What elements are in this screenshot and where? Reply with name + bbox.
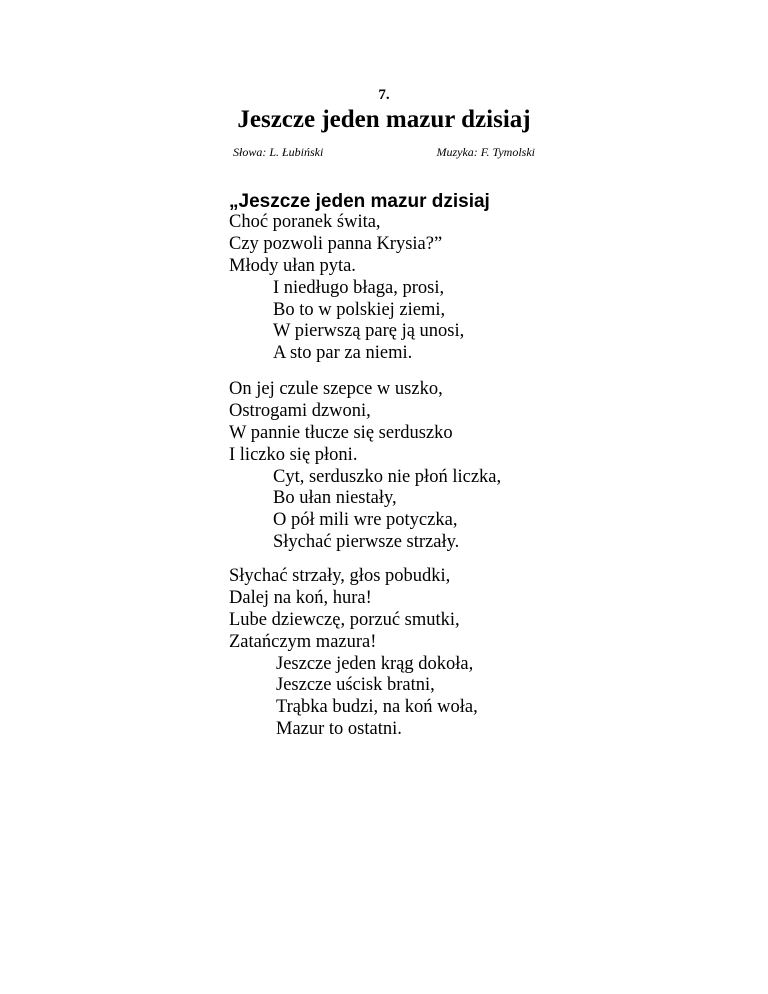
verse-line: Jeszcze jeden krąg dokoła, [276,653,474,674]
verse-line: W pannie tłucze się serduszko [229,422,453,443]
song-title: Jeszcze jeden mazur dzisiaj [237,106,531,133]
verse-line: Zatańczym mazura! [229,631,377,652]
verse-line: Młody ułan pyta. [229,255,356,276]
verse-line: Dalej na koń, hura! [229,587,372,608]
song-number: 7. [378,87,390,103]
verse-line: I niedługo błaga, prosi, [273,277,445,298]
verse-line: Mazur to ostatni. [276,719,402,740]
verse-line: Ostrogami dzwoni, [229,400,371,421]
verse-line: Słychać strzały, głos pobudki, [229,566,451,586]
verse-line: Słychać pierwsze strzały. [273,532,460,553]
verse-line: I liczko się płoni. [229,444,358,465]
verse-line: O pół mili wre potyczka, [273,510,458,531]
stanza-1 [229,212,464,365]
verse-line: Jeszcze uścisk bratni, [276,675,435,696]
verse-line: W pierwszą parę ją unosi, [273,321,465,342]
first-line-heading: „Jeszcze jeden mazur dzisiaj [229,191,490,212]
verse-line: Lube dziewczę, porzuć smutki, [229,609,460,630]
music-credit: Muzyka: F. Tymolski [436,145,535,159]
verse-line: Czy pozwoli panna Krysia?” [229,233,443,254]
lyrics-credit: Słowa: L. Łubiński [233,145,324,159]
stanza-3 [229,566,478,741]
verse-line: A sto par za niemi. [273,343,413,364]
verse-line: Choć poranek świta, [229,212,381,232]
verse-line: Cyt, serduszko nie płoń liczka, [273,466,502,487]
stanza-2 [229,379,501,554]
verse-line: On jej czule szepce w uszko, [229,379,443,399]
verse-line: Bo to w polskiej ziemi, [273,299,446,320]
verse-line: Bo ułan niestały, [273,488,397,509]
verse-line: Trąbka budzi, na koń woła, [276,697,478,718]
